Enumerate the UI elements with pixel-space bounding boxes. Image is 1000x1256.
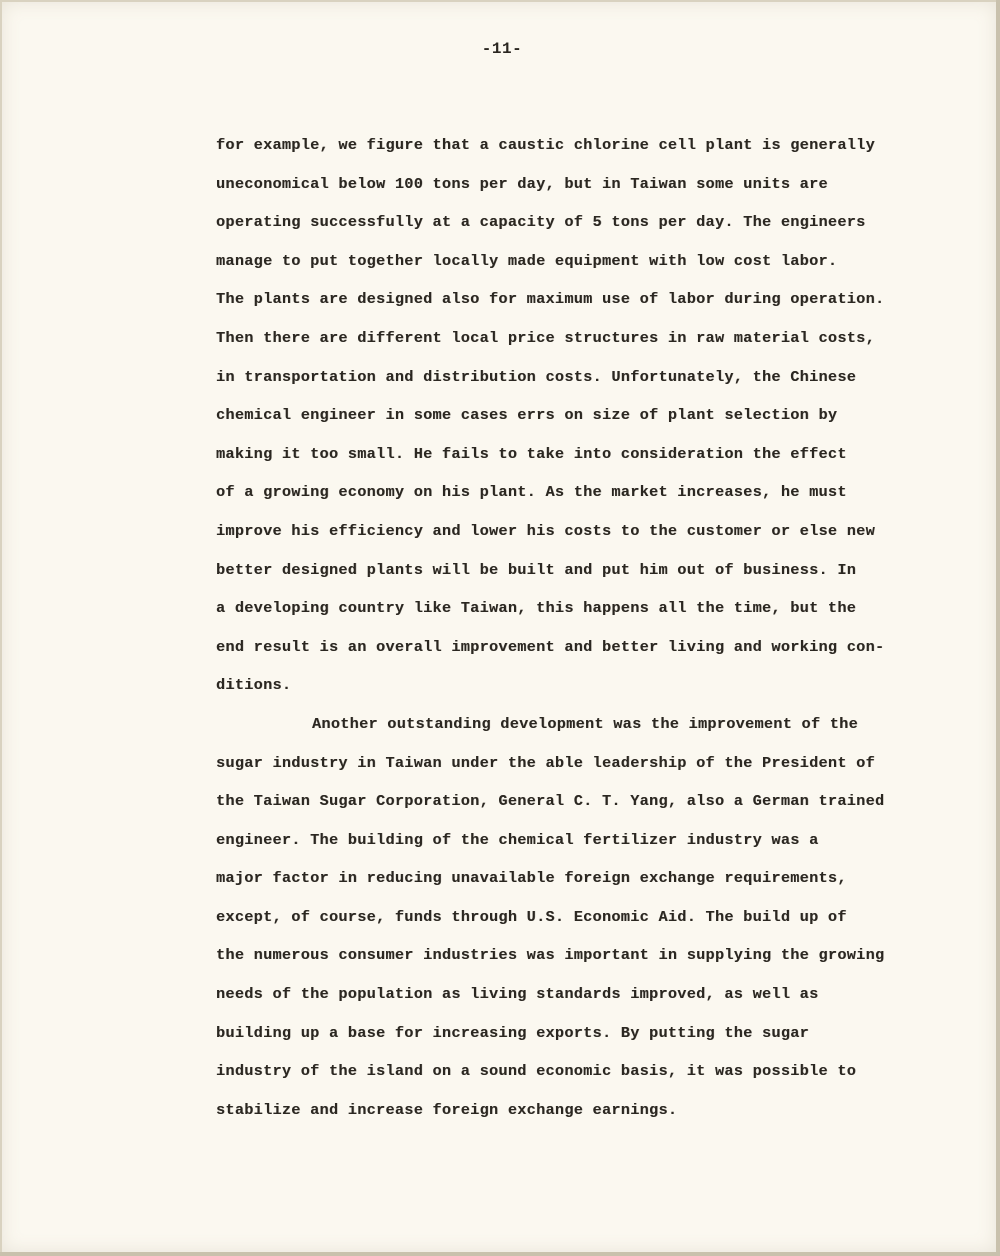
- text-line: building up a base for increasing exports. By putting the sugar: [216, 1023, 810, 1042]
- text-line: in transportation and distribution costs. Unfortunately, the Chinese: [216, 367, 857, 386]
- text-line: improve his efficiency and lower his costs to the customer or else new: [216, 521, 875, 540]
- text-line: the Taiwan Sugar Corporation, General C. T. Yang, also a German trained: [216, 792, 885, 811]
- text-line: ditions.: [216, 676, 292, 695]
- text-line: industry of the island on a sound economic basis, it was possible to: [216, 1062, 857, 1081]
- text-line-indented: Another outstanding development was the improvement of the: [312, 714, 859, 733]
- text-line: Then there are different local price structures in raw material costs,: [216, 328, 875, 347]
- text-line: uneconomical below 100 tons per day, but in Taiwan some units are: [216, 174, 828, 193]
- text-line: sugar industry in Taiwan under the able leadership of the President of: [216, 753, 875, 772]
- text-line: better designed plants will be built and put him out of business. In: [216, 560, 857, 579]
- text-line: chemical engineer in some cases errs on size of plant selection by: [216, 406, 838, 425]
- scan-edge-right: [996, 0, 1000, 1256]
- page-number: -11-: [481, 40, 523, 58]
- text-line: making it too small. He fails to take into consideration the effect: [216, 444, 847, 463]
- document-page: [2, 2, 996, 1252]
- text-line: of a growing economy on his plant. As the market increases, he must: [216, 483, 847, 502]
- text-line: except, of course, funds through U.S. Economic Aid. The build up of: [216, 907, 847, 926]
- text-line: The plants are designed also for maximum use of labor during operation.: [216, 290, 885, 309]
- body-text: [216, 126, 916, 1129]
- text-line: major factor in reducing unavailable foreign exchange requirements,: [216, 869, 847, 888]
- text-line: end result is an overall improvement and better living and working con-: [216, 637, 885, 656]
- text-line: the numerous consumer industries was important in supplying the growing: [216, 946, 885, 965]
- scan-edge-bottom: [0, 1252, 1000, 1256]
- text-line: manage to put together locally made equipment with low cost labor.: [216, 251, 838, 270]
- text-line: a developing country like Taiwan, this happens all the time, but the: [216, 599, 857, 618]
- text-line: operating successfully at a capacity of 5 tons per day. The engineers: [216, 213, 866, 232]
- text-line: for example, we figure that a caustic chlorine cell plant is generally: [216, 136, 875, 154]
- paragraph-sugar-industry: [216, 705, 916, 1130]
- text-line: needs of the population as living standards improved, as well as: [216, 985, 819, 1004]
- paragraph-continued: [216, 126, 916, 705]
- text-line: engineer. The building of the chemical fertilizer industry was a: [216, 830, 819, 849]
- text-line: stabilize and increase foreign exchange earnings.: [216, 1100, 678, 1119]
